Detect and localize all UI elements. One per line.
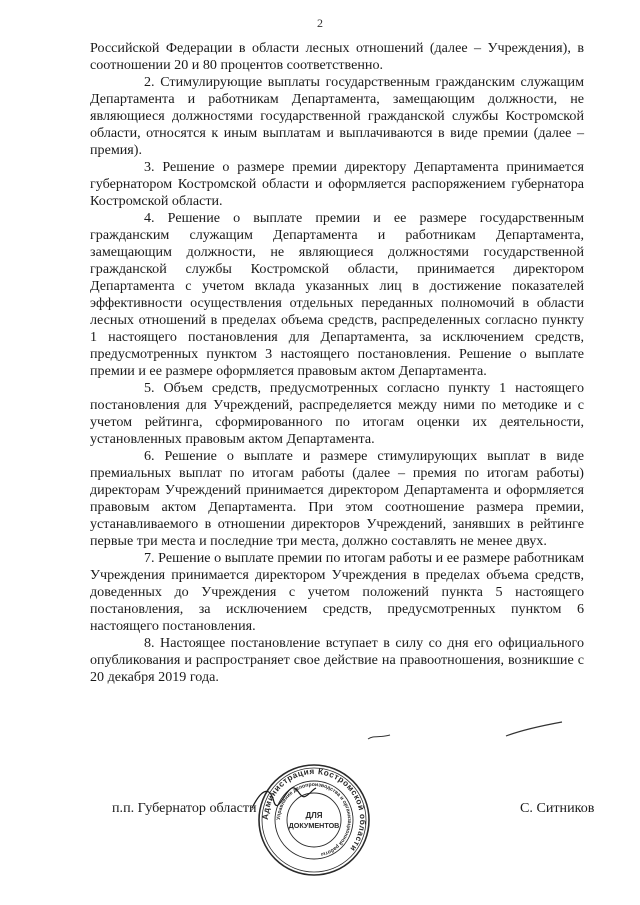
signatory-position: п.п. Губернатор области [112, 800, 257, 816]
pen-mark-small [366, 732, 392, 742]
paragraph-5: 5. Объем средств, предусмотренных согласно пункту 1 настоящего постановления для Учреждений, распределяется между ними по методике и с учетом рейтинга, сформированного по итогам оценки их деятельности, установленных правовым актом Департамента. [90, 380, 584, 447]
handwritten-signature [248, 778, 318, 818]
paragraph-3: 3. Решение о размере премии директору Департамента принимается губернатором Костромской области и оформляется распоряжением губернатора Костромской области. [90, 159, 584, 209]
paragraph-2: 2. Стимулирующие выплаты государственным гражданским служащим Департамента и работникам Департамента, замещающим должности, не являющиеся должностями государственной гражданской службы Костромской области, относятся к иным выплатам и выплачиваются в виде премии (далее – премия). [90, 74, 584, 158]
page-number: 2 [317, 16, 323, 30]
stamp-outer-text: Администрация Костромской области [260, 766, 368, 854]
paragraph-6: 6. Решение о выплате и размере стимулирующих выплат в виде премиальных выплат по итогам работы (далее – премия по итогам работы) директорам Учреждений принимается директором Департамента и оформляется правовым актом Департамента. При этом соотношение размера премии, устанавливаемого в отношении директоров Учреждений, занявших в рейтинге первые три места и последние три места, должно составлять не менее двух. [90, 448, 584, 549]
paragraph-continuation: Российской Федерации в области лесных отношений (далее – Учреждения), в соотношении 20 и 80 процентов соответственно. [90, 40, 584, 73]
paragraph-8: 8. Настоящее постановление вступает в силу со дня его официального опубликования и распространяет свое действие на правоотношения, возникшие с 20 декабря 2019 года. [90, 635, 584, 685]
paragraph-4: 4. Решение о выплате премии и ее размере государственным гражданским служащим Департамента и работникам Департамента, замещающим должности, не являющиеся должностями государственной гражданской службы Костромской области, принимается директором Департамента с учетом вклада указанных лиц в достижение показателей эффективности осуществления отдельных переданных полномочий в области лесных отношений в пределах объема средств, распределенных согласно пункту 1 настоящего постановления для Департамента, за исключением средств, предусмотренных пунктом 3 настоящего постановления. Решение о выплате премии и ее размере оформляется правовым актом Департамента. [90, 210, 584, 379]
stamp-center-line1: ДЛЯ [305, 811, 323, 820]
paragraph-7: 7. Решение о выплате премии по итогам работы и ее размере работникам Учреждения принимается директором Учреждения в пределах объема средств, доведенных до Учреждения с учетом положений пункта 5 настоящего постановления, за исключением средств, предусмотренных пунктом 6 настоящего постановления. [90, 550, 584, 634]
signatory-name: С. Ситников [520, 800, 595, 816]
stamp-inner-text: Управление делопроизводства и организационной работы [275, 781, 353, 858]
stamp-center-line2: ДОКУМЕНТОВ [288, 821, 340, 830]
pen-mark-long [504, 720, 564, 740]
document-body [90, 40, 584, 686]
